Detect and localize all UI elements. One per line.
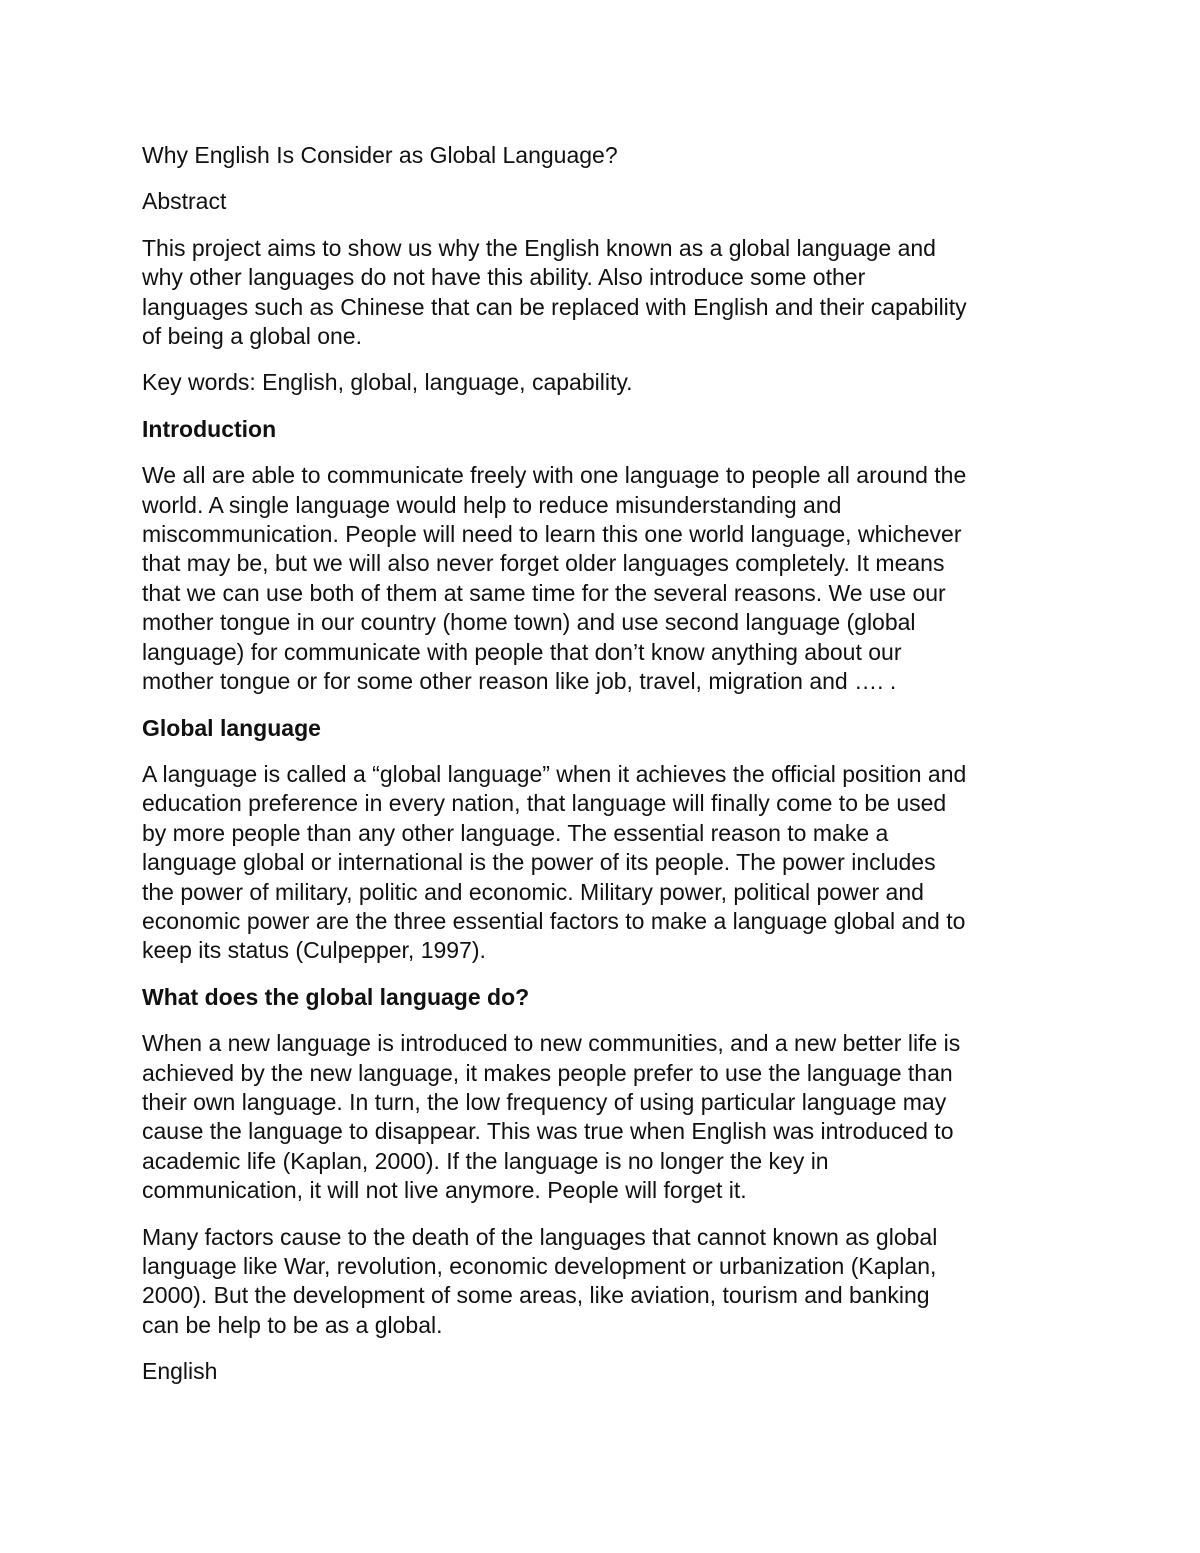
paragraph-line: academic life (Kaplan, 2000). If the language is no longer the key in (142, 1147, 829, 1174)
global-language-heading: Global language (142, 714, 321, 741)
paragraph-line: keep its status (Culpepper, 1997). (142, 937, 486, 964)
paragraph-line: can be help to be as a global. (142, 1311, 443, 1338)
paragraph-line: Many factors cause to the death of the languages that cannot known as global (142, 1223, 938, 1250)
english-heading: English (142, 1358, 218, 1385)
introduction-heading: Introduction (142, 415, 277, 442)
paragraph-line: that we can use both of them at same time for the several reasons. We use our (142, 579, 946, 606)
paragraph-line: cause the language to disappear. This was true when English was introduced to (142, 1118, 954, 1145)
document-title: Why English Is Consider as Global Language? (142, 142, 618, 168)
paragraph-line: why other languages do not have this ability. Also introduce some other (142, 264, 866, 291)
paragraph-line: language global or international is the power of its people. The power includes (142, 849, 936, 876)
paragraph-line: economic power are the three essential factors to make a language global and to (142, 907, 966, 934)
paragraph-line: achieved by the new language, it makes people prefer to use the language than (142, 1059, 953, 1086)
factors-paragraph (142, 1223, 1072, 1341)
paragraph-line: by more people than any other language. The essential reason to make a (142, 819, 889, 846)
document-page (142, 141, 1072, 1387)
paragraph-line: that may be, but we will also never forget older languages completely. It means (142, 550, 945, 577)
paragraph-line: the power of military, politic and economic. Military power, political power and (142, 878, 924, 905)
paragraph-line: mother tongue in our country (home town) and use second language (global (142, 609, 916, 636)
keywords: Key words: English, global, language, capability. (142, 369, 633, 396)
what-does-paragraph (142, 1029, 1072, 1205)
paragraph-line: of being a global one. (142, 323, 362, 350)
paragraph-line: We all are able to communicate freely with one language to people all around the (142, 462, 967, 489)
paragraph-line: miscommunication. People will need to learn this one world language, whichever (142, 521, 962, 548)
abstract-paragraph (142, 234, 1072, 352)
paragraph-line: world. A single language would help to reduce misunderstanding and (142, 491, 842, 518)
paragraph-line: mother tongue or for some other reason like job, travel, migration and …. . (142, 668, 897, 695)
paragraph-line: language) for communicate with people that don’t know anything about our (142, 638, 902, 665)
global-language-paragraph (142, 760, 1072, 966)
what-does-heading: What does the global language do? (142, 983, 530, 1010)
paragraph-line: This project aims to show us why the English known as a global language and (142, 234, 936, 261)
paragraph-line: 2000). But the development of some areas, like aviation, tourism and banking (142, 1282, 930, 1309)
paragraph-line: languages such as Chinese that can be replaced with English and their capability (142, 293, 967, 320)
paragraph-line: their own language. In turn, the low frequency of using particular language may (142, 1088, 947, 1115)
abstract-heading: Abstract (142, 188, 227, 215)
paragraph-line: A language is called a “global language” when it achieves the official position and (142, 760, 967, 787)
paragraph-line: education preference in every nation, that language will finally come to be used (142, 790, 947, 817)
paragraph-line: communication, it will not live anymore. People will forget it. (142, 1177, 747, 1204)
paragraph-line: language like War, revolution, economic development or urbanization (Kaplan, (142, 1253, 937, 1279)
paragraph-line: When a new language is introduced to new communities, and a new better life is (142, 1030, 961, 1057)
introduction-paragraph (142, 461, 1072, 696)
